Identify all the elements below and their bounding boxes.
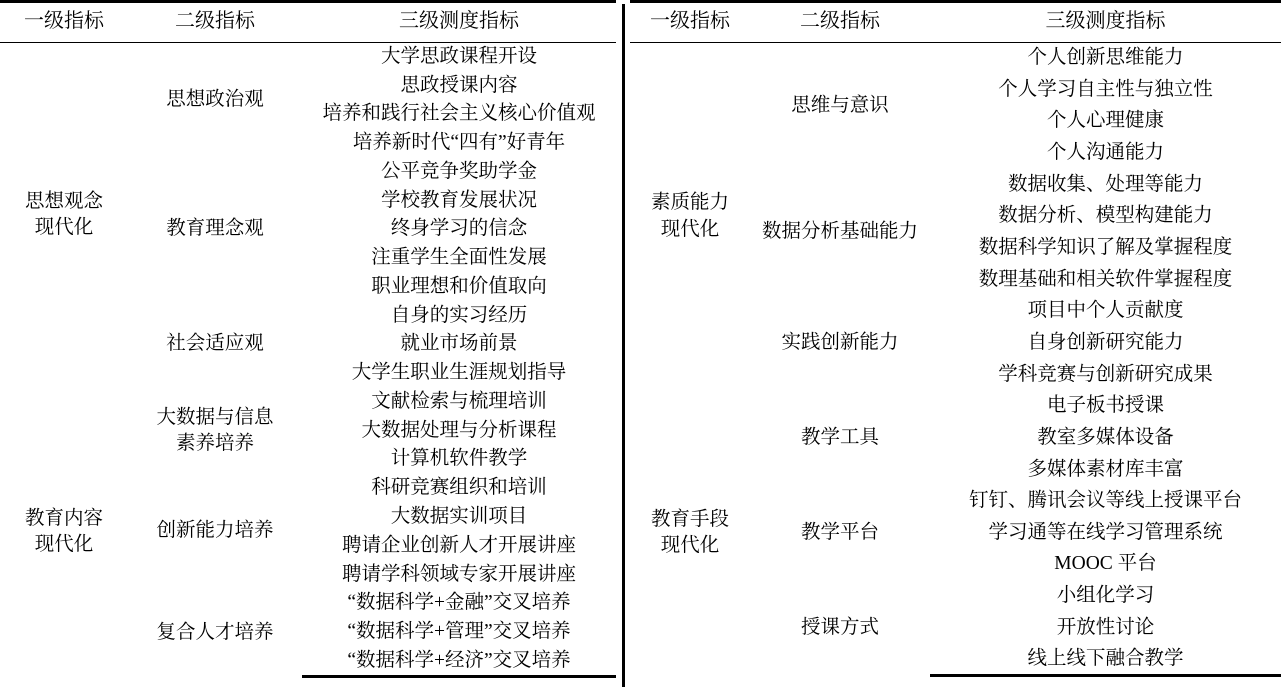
- level1-indicator-cell: 思想观念 现代化: [24, 191, 103, 239]
- level1-indicator-cell: 素质能力 现代化: [650, 192, 729, 240]
- level2-indicator-cell: 数据分析基础能力: [761, 221, 918, 243]
- header-row: [0, 2, 616, 43]
- level3-measure-cell: 小组化学习: [1056, 585, 1155, 607]
- level2-indicator-cell: 思维与意识: [791, 94, 889, 116]
- header-level2: 二级指标: [750, 2, 930, 43]
- level3-measure-cell: 大数据实训项目: [390, 506, 528, 527]
- level3-measure-cell: 大学生职业生涯规划指导: [351, 362, 567, 384]
- level2-indicator-cell: 创新能力培养: [156, 520, 274, 542]
- header-level1: 一级指标: [0, 2, 128, 43]
- level3-measure-cell: 自身创新研究能力: [1027, 331, 1184, 353]
- level3-measure-cell: 线上线下融合教学: [930, 644, 1281, 676]
- level3-measure-cell: 聘请企业创新人才开展讲座: [341, 534, 576, 556]
- level2-indicator-cell: 思想政治观: [166, 89, 264, 111]
- header-level3: 三级测度指标: [930, 2, 1281, 43]
- level3-measure-cell: 自身的实习经历: [390, 304, 528, 326]
- level3-measure-cell: 数据收集、处理等能力: [1007, 173, 1203, 195]
- level3-measure-cell: 大学思政课程开设: [380, 46, 537, 67]
- level3-measure-cell: 数据分析、模型构建能力: [998, 205, 1213, 227]
- header-level2: 二级指标: [128, 2, 302, 43]
- table-body-left: [0, 43, 616, 677]
- level3-measure-cell: 大数据处理与分析课程: [361, 419, 557, 441]
- level3-measure-cell: 学习通等在线学习管理系统: [988, 521, 1223, 543]
- level3-measure-cell: 数据科学知识了解及掌握程度: [978, 237, 1233, 259]
- level3-measure-cell: 学校教育发展状况: [380, 189, 537, 211]
- level3-measure-cell: 终身学习的信念: [390, 218, 528, 240]
- level3-measure-cell: 多媒体素材库丰富: [1027, 458, 1184, 480]
- level3-measure-cell: 培养新时代“四有”好青年: [352, 132, 566, 154]
- level3-measure-cell: MOOC 平台: [1054, 553, 1157, 575]
- table-row: [0, 388, 616, 417]
- level3-measure-cell: 开放性讨论: [1056, 616, 1155, 638]
- table-row: [0, 43, 616, 72]
- level3-measure-cell: 文献检索与梳理培训: [371, 390, 547, 412]
- level3-measure-cell: 计算机软件教学: [390, 448, 528, 470]
- table-head-left: [0, 2, 616, 43]
- indicator-table-right: [630, 0, 1281, 677]
- level3-measure-cell: 就业市场前景: [400, 333, 518, 355]
- header-row: [630, 2, 1281, 43]
- level2-indicator-cell: 复合人才培养: [156, 621, 274, 643]
- center-divider: [616, 0, 630, 687]
- level3-measure-cell: 个人沟通能力: [1046, 142, 1164, 164]
- indicator-table-left: [0, 0, 616, 678]
- level3-measure-cell: 项目中个人贡献度: [1027, 300, 1184, 322]
- level2-indicator-cell: 实践创新能力: [781, 331, 899, 353]
- level3-measure-cell: 聘请学科领域专家开展讲座: [341, 563, 576, 585]
- level2-indicator-cell: 授课方式: [800, 616, 879, 638]
- level3-measure-cell: 职业理想和价值取向: [371, 275, 547, 297]
- level1-indicator-cell: 教育手段 现代化: [650, 508, 729, 556]
- level3-measure-cell: 思政授课内容: [400, 74, 518, 96]
- header-level3: 三级测度指标: [302, 2, 616, 43]
- level3-measure-cell: 学科竞赛与创新研究成果: [998, 363, 1213, 385]
- header-level1: 一级指标: [630, 2, 750, 43]
- level3-measure-cell: 公平竞争奖助学金: [380, 160, 537, 182]
- level3-measure-cell: 科研竞赛组织和培训: [371, 477, 547, 499]
- table-body-right: [630, 43, 1281, 676]
- level3-measure-cell: 电子板书授课: [1046, 395, 1164, 417]
- level2-indicator-cell: 社会适应观: [166, 333, 264, 355]
- table-row: [630, 43, 1281, 75]
- table-row: [630, 391, 1281, 423]
- left-table-panel: [0, 0, 616, 687]
- level3-measure-cell: “数据科学+经济”交叉培养: [302, 647, 616, 677]
- level3-measure-cell: 注重学生全面性发展: [371, 247, 547, 269]
- level3-measure-cell: “数据科学+金融”交叉培养: [347, 592, 571, 614]
- level3-measure-cell: 个人创新思维能力: [1027, 47, 1184, 69]
- level3-measure-cell: 个人学习自主性与独立性: [998, 78, 1213, 100]
- level2-indicator-cell: 教学工具: [800, 426, 879, 448]
- right-table-panel: [630, 0, 1281, 687]
- level2-indicator-cell: 教育理念观: [166, 218, 264, 240]
- level3-measure-cell: “数据科学+管理”交叉培养: [347, 621, 571, 643]
- level1-indicator-cell: 教育内容 现代化: [24, 507, 103, 556]
- level3-measure-cell: 教室多媒体设备: [1037, 426, 1174, 448]
- table-head-right: [630, 2, 1281, 43]
- level3-measure-cell: 个人心理健康: [1046, 110, 1164, 132]
- level2-indicator-cell: 大数据与信息 素养培养: [156, 406, 274, 454]
- level3-measure-cell: 培养和践行社会主义核心价值观: [322, 103, 596, 125]
- level2-indicator-cell: 教学平台: [800, 521, 879, 543]
- level3-measure-cell: 钉钉、腾讯会议等线上授课平台: [968, 490, 1242, 512]
- level3-measure-cell: 数理基础和相关软件掌握程度: [978, 268, 1233, 290]
